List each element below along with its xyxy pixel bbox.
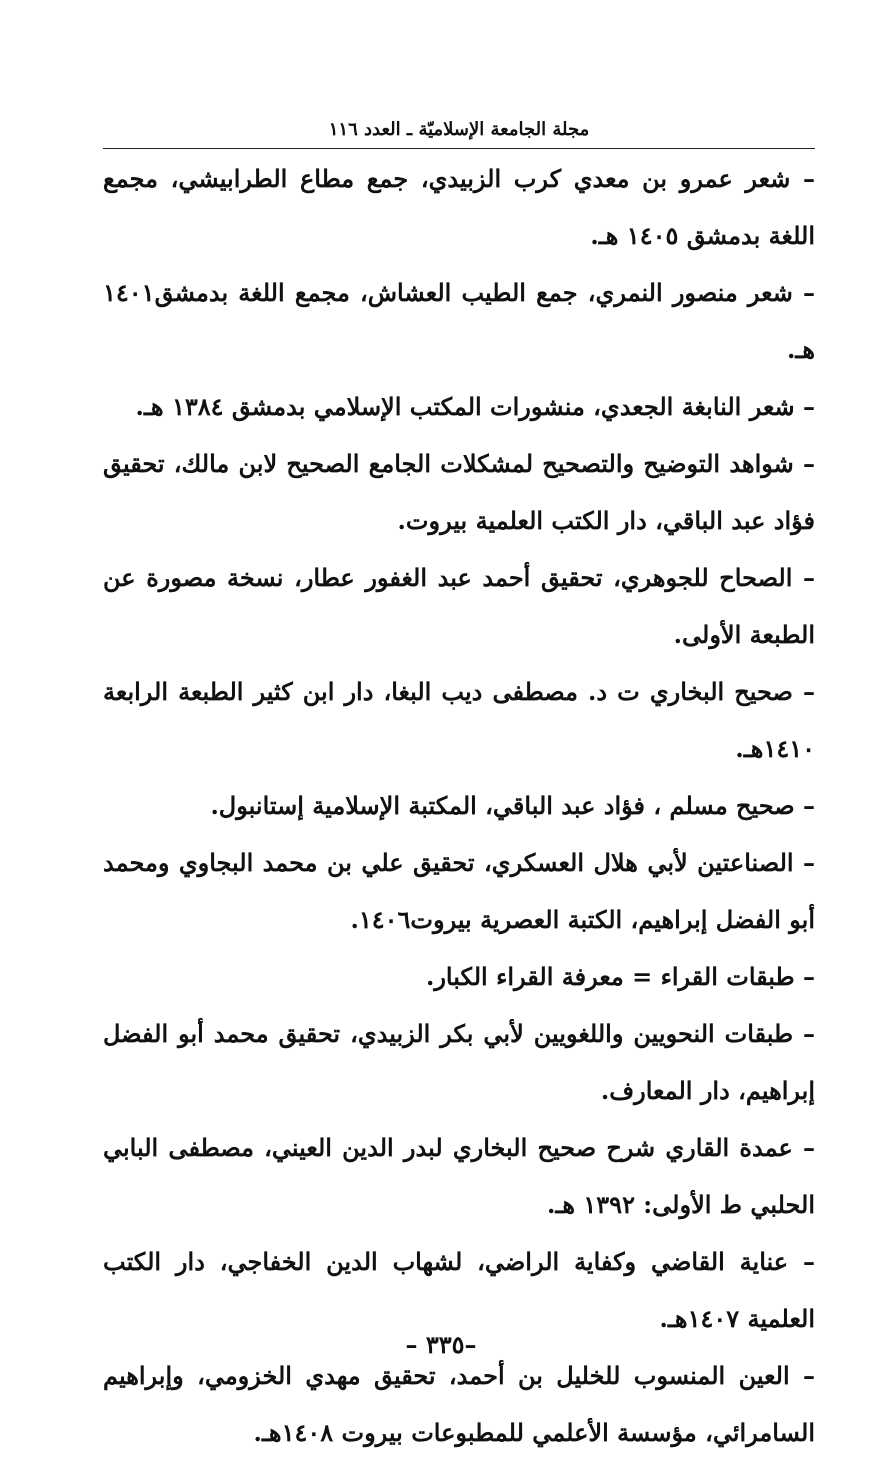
bibliography-entry: – طبقات النحويين واللغويين لأبي بكر الزبيدي، تحقيق محمد أبو الفضل إبراهيم، دار المعارف. bbox=[103, 1019, 815, 1105]
bibliography-entry: – شعر منصور النمري، جمع الطيب العشاش، مجمع اللغة بدمشق١٤٠١ هـ. bbox=[103, 278, 815, 364]
journal-header-title: مجلة الجامعة الإسلاميّة ـ العدد ١١٦ bbox=[328, 119, 590, 140]
bibliography-entry: – صحيح البخاري ت د. مصطفى ديب البغا، دار ابن كثير الطبعة الرابعة ١٤١٠هـ. bbox=[103, 677, 815, 763]
bibliography-entry: – طبقات القراء = معرفة القراء الكبار. bbox=[425, 962, 815, 991]
bibliography-entry: – عمدة القاري شرح صحيح البخاري لبدر الدين العيني، مصطفى البابي الحلبي ط الأولى: ١٣٩٢ هـ. bbox=[103, 1133, 815, 1219]
bibliography-entry: – شعر النابغة الجعدي، منشورات المكتب الإسلامي بدمشق ١٣٨٤ هـ. bbox=[135, 392, 815, 421]
bibliography-entry: – العين المنسوب للخليل بن أحمد، تحقيق مهدي الخزومي، وإبراهيم السامرائي، مؤسسة الأعلمي للمطبوعات بيروت ١٤٠٨هـ. bbox=[103, 1361, 815, 1447]
bibliography-entry: – الصناعتين لأبي هلال العسكري، تحقيق علي بن محمد البجاوي ومحمد أبو الفضل إبراهيم، الكتبة العصرية بيروت١٤٠٦. bbox=[103, 848, 815, 934]
running-header bbox=[103, 112, 815, 149]
bibliography-entry: – الصحاح للجوهري، تحقيق أحمد عبد الغفور عطار، نسخة مصورة عن الطبعة الأولى. bbox=[103, 563, 815, 649]
bibliography-entry: – صحيح مسلم ، فؤاد عبد الباقي، المكتبة الإسلامية إستانبول. bbox=[210, 791, 815, 820]
bibliography-entry: – شعر عمرو بن معدي كرب الزبيدي، جمع مطاع الطرابيشي، مجمع اللغة بدمشق ١٤٠٥ هـ. bbox=[103, 164, 815, 250]
bibliography-entry: – عناية القاضي وكفاية الراضي، لشهاب الدين الخفاجي، دار الكتب العلمية ١٤٠٧هـ. bbox=[103, 1247, 815, 1333]
page-number: –٣٣٥ – bbox=[405, 1330, 477, 1359]
bibliography-list bbox=[103, 150, 815, 1461]
bibliography-entry: – شواهد التوضيح والتصحيح لمشكلات الجامع الصحيح لابن مالك، تحقيق فؤاد عبد الباقي، دار الكتب العلمية بيروت. bbox=[103, 449, 815, 535]
